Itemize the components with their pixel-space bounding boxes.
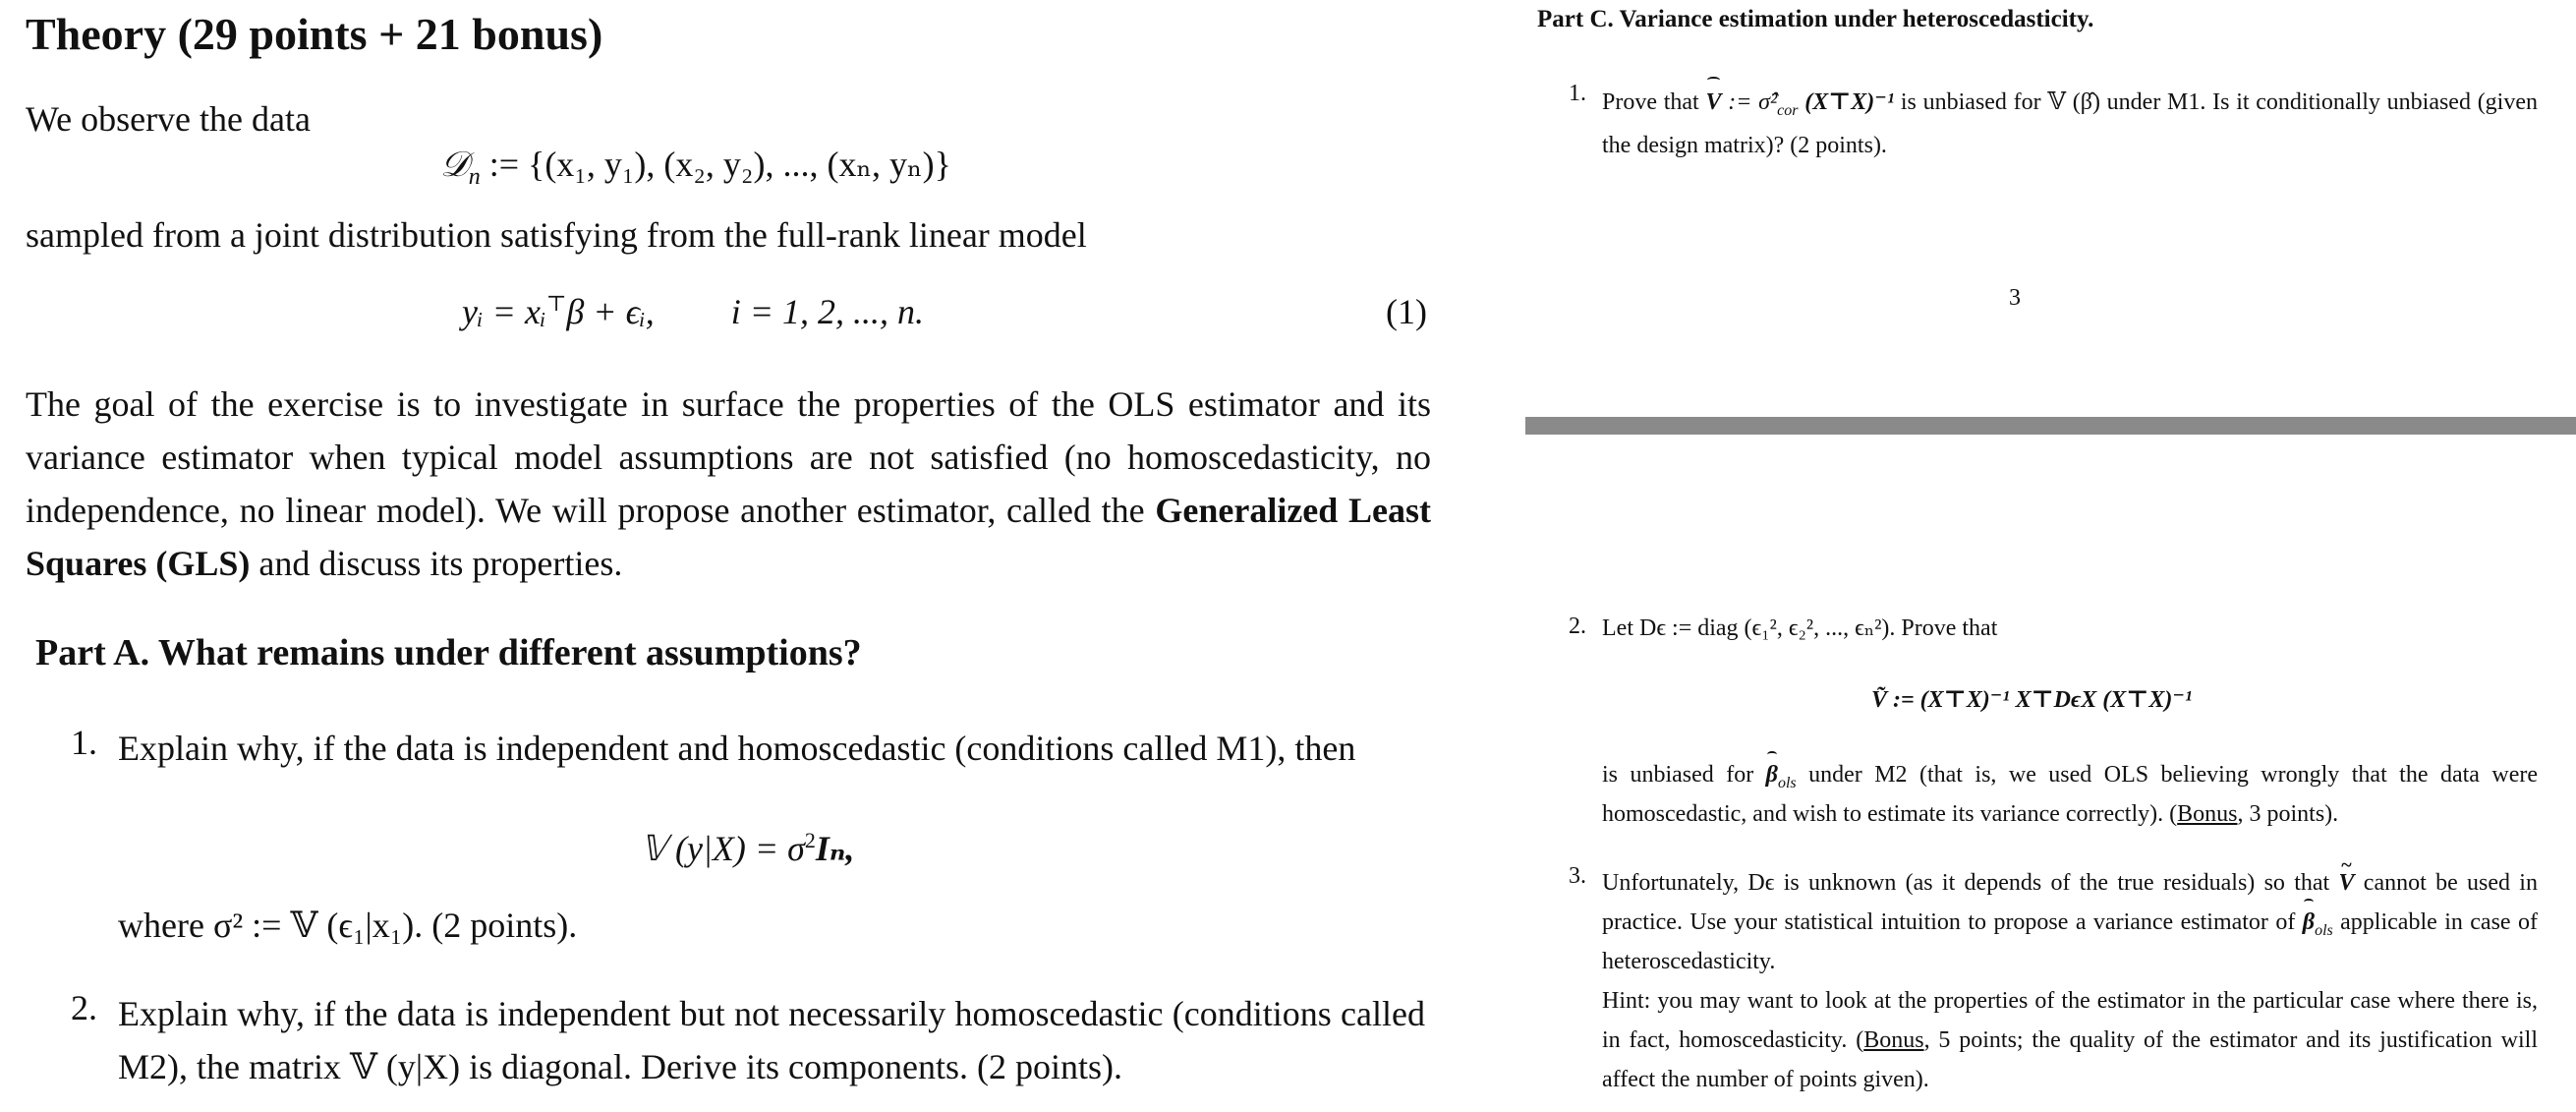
c3-vtilde: ~ V: [2339, 863, 2355, 903]
variance-sup: 2: [804, 828, 816, 852]
c3-text-b: cannot be used in practice. Use your statistical intuition to propose a variance estimator of: [1602, 870, 2538, 935]
question-a2-number: 2.: [71, 988, 97, 1027]
c2-after-a: is unbiased for: [1602, 762, 1766, 788]
c2-formula: Ṽ := (X⊤X)⁻¹ X⊤DϵX (X⊤X)⁻¹: [1871, 687, 2193, 713]
goal-text-2: and discuss its properties.: [250, 544, 623, 583]
equation-number: (1): [1386, 292, 1427, 331]
c3-text-c: applicable in case of heteroscedasticity.: [1602, 909, 2538, 974]
c2-beta: β: [1766, 755, 1778, 794]
c3-bonus: Bonus: [1863, 1027, 1924, 1053]
goal-bold: Generalized Least Squares (GLS): [26, 491, 1431, 583]
dataset-rhs: := {(x₁, y₁), (x₂, y₂), ..., (xₙ, yₙ)}: [480, 145, 951, 184]
question-a1-where: where σ² := 𝕍 (ϵ₁|x₁). (2 points).: [118, 906, 578, 945]
question-c2-number: 2.: [1569, 614, 1586, 639]
page-number: 3: [2009, 285, 2021, 311]
question-a1-number: 1.: [71, 723, 97, 762]
part-c-heading: Part C. Variance estimation under heteroscedasticity.: [1537, 6, 2094, 32]
variance-lhs: 𝕍 (y|X) = σ: [641, 829, 805, 868]
c1-matrix: (X⊤X)⁻¹: [1798, 89, 1895, 115]
c3-hint: Hint: you may want to look at the properties of the estimator in the particular case where there is, in fact, homoscedasticity. (: [1602, 988, 2538, 1053]
right-page: [1525, 0, 2576, 1112]
c1-def: := σ̂²: [1721, 89, 1778, 115]
question-c2-continuation: [1602, 755, 2538, 834]
c1-vhat: V: [1705, 81, 1721, 124]
c3-ols: ols: [2315, 921, 2333, 939]
c3-beta: β: [2303, 903, 2315, 942]
c3-text-a: Unfortunately, Dϵ is unknown (as it depends of the true residuals) so that: [1602, 870, 2339, 896]
question-a1-text: Explain why, if the data is independent and homoscedastic (conditions called M1), then: [118, 729, 1356, 768]
linear-model-equation: [462, 291, 924, 332]
c1-text-a: Prove that: [1602, 89, 1706, 115]
question-c1-number: 1.: [1569, 81, 1586, 106]
model-lhs: yᵢ = xᵢ: [462, 292, 546, 331]
dataset-subscript: n: [468, 164, 481, 191]
section-title: Theory (29 points + 21 bonus): [26, 9, 603, 59]
question-c1-text: [1602, 81, 2538, 167]
question-c3-text: [1602, 863, 2538, 1099]
model-rhs: β + ϵᵢ,: [566, 292, 655, 331]
part-a-heading: Part A. What remains under different assumptions?: [35, 632, 862, 673]
question-c2-text: Let Dϵ := diag (ϵ₁², ϵ₂², ..., ϵₙ²). Prove that: [1602, 615, 1998, 641]
c2-after-b: under M2 (that is, we used OLS believing wrongly that the data were homoscedastic, and wish to estimate its variance correctly). (: [1602, 762, 2539, 827]
dataset-symbol: 𝒟: [440, 145, 469, 184]
c2-ols: ols: [1777, 774, 1797, 791]
c1-cor: cor: [1777, 101, 1799, 119]
goal-paragraph: [26, 378, 1431, 590]
question-c3-number: 3.: [1569, 863, 1586, 889]
sampled-text: sampled from a joint distribution satisfying from the full-rank linear model: [26, 215, 1087, 255]
question-a1-variance: [641, 828, 854, 869]
variance-rhs: Iₙ,: [815, 829, 855, 868]
question-a2-text: Explain why, if the data is independent but not necessarily homoscedastic (conditions called M2), the matrix 𝕍 (y|X) is diagonal. Derive its components. (2 points).: [118, 994, 1425, 1086]
c3-hint-end: , 5 points; the quality of the estimator and its justification will affect the number of points given).: [1602, 1027, 2538, 1092]
c2-after-c: , 3 points).: [2237, 801, 2339, 827]
model-range: i = 1, 2, ..., n.: [730, 292, 925, 331]
intro-text: We observe the data: [26, 99, 311, 139]
c2-bonus: Bonus: [2177, 801, 2238, 827]
goal-text-1: The goal of the exercise is to investigate in surface the properties of the OLS estimator and its variance estimator when typical model assumptions are not satisfied (no homoscedasticity, no independence, no linear model). We will propose another estimator, called the: [26, 384, 1431, 530]
dataset-definition: [440, 144, 951, 191]
page-divider: [1525, 417, 2576, 435]
c1-text-b: is unbiased for 𝕍 (β̂) under M1. Is it conditionally unbiased (given the design matrix)? (2 points).: [1602, 89, 2539, 158]
model-transpose: ⊤: [545, 291, 567, 316]
